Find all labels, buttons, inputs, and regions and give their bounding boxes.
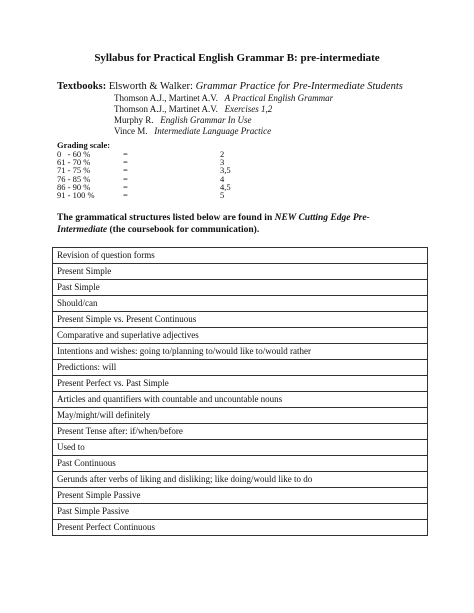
grade-equals: = bbox=[123, 165, 128, 176]
grade-value: 3 bbox=[220, 157, 225, 168]
book-author: Murphy R. bbox=[114, 115, 154, 125]
note-text: The grammatical structures listed below are found in bbox=[57, 213, 275, 223]
grade-value: 2 bbox=[220, 149, 225, 159]
book-author: Thomson A.J., Martinet A.V. bbox=[114, 93, 218, 103]
grade-equals: = bbox=[123, 149, 128, 159]
grade-range: 86 - 90 % bbox=[57, 181, 91, 192]
coursebook-note bbox=[57, 212, 417, 236]
topic-cell: Articles and quantifiers with countable and uncountable nouns bbox=[53, 392, 428, 408]
book-title: A Practical English Grammar bbox=[224, 93, 334, 103]
textbook-title: Grammar Practice for Pre-Intermediate Students bbox=[195, 81, 403, 92]
grade-value: 3,5 bbox=[220, 165, 231, 176]
note-text-end: (the coursebook for communication). bbox=[107, 225, 260, 235]
grade-equals: = bbox=[123, 181, 128, 192]
grade-value: 4 bbox=[220, 173, 225, 184]
topic-cell: Present Simple Passive bbox=[53, 488, 428, 504]
page-title: Syllabus for Practical English Grammar B: pre-intermediate bbox=[94, 52, 380, 64]
topic-cell: Present Perfect Continuous bbox=[53, 520, 428, 536]
textbook-entry bbox=[114, 115, 252, 125]
table-row bbox=[53, 376, 428, 392]
book-title: Exercises 1,2 bbox=[224, 104, 273, 114]
table-row bbox=[53, 360, 428, 376]
table-row bbox=[53, 392, 428, 408]
grade-equals: = bbox=[123, 190, 128, 201]
topic-cell: Present Simple vs. Present Continuous bbox=[53, 312, 428, 328]
table-row bbox=[53, 520, 428, 536]
topic-cell: Comparative and superlative adjectives bbox=[53, 328, 428, 344]
table-row bbox=[53, 424, 428, 440]
topic-cell: Intentions and wishes: going to/planning to/would like to/would rather bbox=[53, 344, 428, 360]
topic-cell: Should/can bbox=[53, 296, 428, 312]
table-row bbox=[53, 280, 428, 296]
topic-cell: Past Simple bbox=[53, 280, 428, 296]
topic-cell: Past Continuous bbox=[53, 456, 428, 472]
book-title: English Grammar In Use bbox=[160, 115, 252, 125]
grade-range: 76 - 85 % bbox=[57, 173, 91, 184]
topic-cell: Present Simple bbox=[53, 264, 428, 280]
table-row bbox=[53, 472, 428, 488]
grade-equals: = bbox=[123, 157, 128, 168]
book-author: Vince M. bbox=[114, 126, 148, 136]
topic-cell: Gerunds after verbs of liking and disliking; like doing/would like to do bbox=[53, 472, 428, 488]
grammar-topics-table bbox=[52, 247, 428, 536]
textbook-entry bbox=[114, 126, 271, 136]
topic-cell: Present Perfect vs. Past Simple bbox=[53, 376, 428, 392]
topic-cell: May/might/will definitely bbox=[53, 408, 428, 424]
table-row bbox=[53, 296, 428, 312]
textbooks-label: Textbooks: bbox=[57, 81, 107, 92]
topic-cell: Used to bbox=[53, 440, 428, 456]
coursebook-title: NEW Cutting Edge Pre- Intermediate bbox=[57, 213, 370, 235]
grade-value: 5 bbox=[220, 190, 225, 201]
grade-range: 71 - 75 % bbox=[57, 165, 91, 176]
table-row bbox=[53, 440, 428, 456]
textbook-author: Elsworth & Walker: bbox=[108, 81, 193, 92]
grade-equals: = bbox=[123, 173, 128, 184]
grading-scale-table bbox=[57, 150, 231, 199]
table-row bbox=[53, 312, 428, 328]
table-row bbox=[53, 488, 428, 504]
table-row bbox=[53, 264, 428, 280]
book-title: Intermediate Language Practice bbox=[154, 126, 272, 136]
topic-cell: Past Simple Passive bbox=[53, 504, 428, 520]
textbook-entry bbox=[114, 104, 272, 114]
table-row bbox=[53, 248, 428, 264]
grade-value: 4,5 bbox=[220, 181, 231, 192]
topic-cell: Predictions: will bbox=[53, 360, 428, 376]
grade-range: 0 - 60 % bbox=[57, 149, 91, 159]
textbook-entry bbox=[114, 93, 333, 103]
grading-scale-title: Grading scale: bbox=[57, 140, 111, 150]
table-row bbox=[53, 456, 428, 472]
topic-cell: Revision of question forms bbox=[53, 248, 428, 264]
table-row bbox=[53, 328, 428, 344]
book-author: Thomson A.J., Martinet A.V. bbox=[114, 104, 218, 114]
table-row bbox=[53, 408, 428, 424]
table-row bbox=[53, 344, 428, 360]
grade-range: 61 - 70 % bbox=[57, 157, 91, 168]
topic-cell: Present Tense after: if/when/before bbox=[53, 424, 428, 440]
grade-row bbox=[57, 191, 231, 199]
table-row bbox=[53, 504, 428, 520]
grade-range: 91 - 100 % bbox=[57, 190, 95, 201]
textbooks-line bbox=[57, 80, 403, 93]
